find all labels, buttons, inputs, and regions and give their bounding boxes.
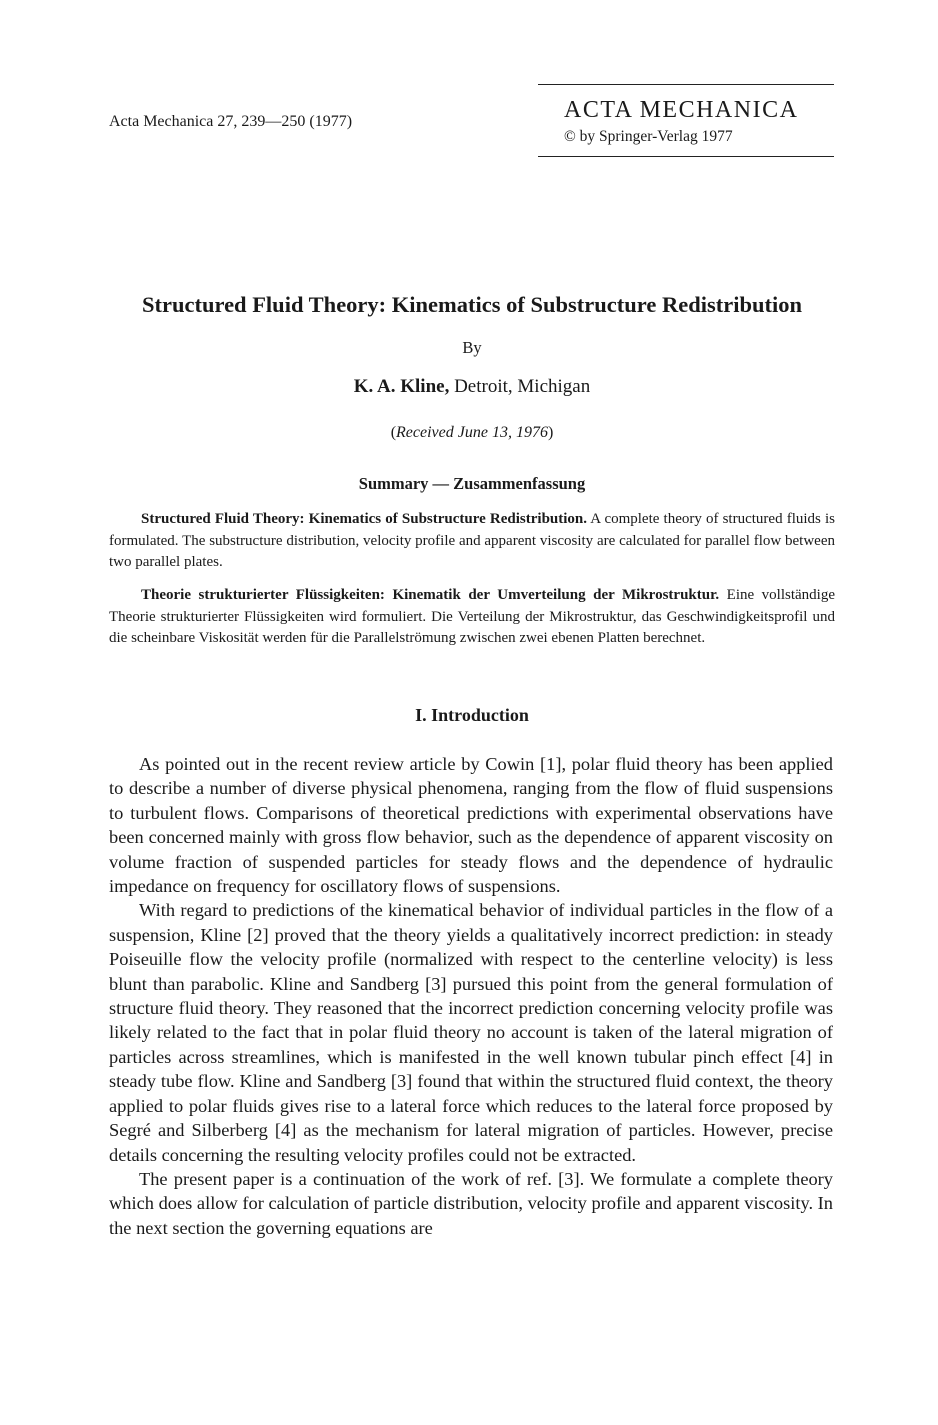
journal-box: [538, 84, 834, 157]
received-close-paren: ): [547, 424, 554, 441]
abstract-german-title: Theorie strukturierter Flüssigkeiten: Kinematik der Umverteilung der Mikrostruktur.: [141, 587, 720, 603]
body-paragraph: As pointed out in the recent review article by Cowin [1], polar fluid theory has been applied to describe a number of diverse physical phenomena, ranging from the flow of fluid suspensions to turbulent flows. Comparisons of theoretical predictions with experimental observations have been concerned mainly with gross flow behavior, such as the dependence of apparent viscosity on volume fraction of suspended particles for steady flows and the dependence of hydraulic impedance on frequency for oscillatory flows of suspensions.: [109, 754, 833, 897]
abstract-english: [109, 509, 835, 574]
summary-heading: Summary — Zusammenfassung: [358, 474, 586, 493]
body-paragraph: With regard to predictions of the kinematical behavior of individual particles in the flow of a suspension, Kline [2] proved that the theory yields a qualitatively incorrect prediction: in steady Poiseuille flow the velocity profile (normalized with respect to the centerline velocity) is less blunt than parabolic. Kline and Sandberg [3] pursued this point from the general formulation of structure fluid theory. They reasoned that the incorrect prediction concerning velocity profile was likely related to the fact that in polar fluid theory no account is taken of the lateral migration of particles across streamlines, which is manifested in the well known tubular pinch effect [4] in steady tube flow. Kline and Sandberg [3] found that within the structured fluid context, the theory applied to polar fluids gives rise to a lateral force which reduces to the lateral force proposed by Segré and Silberberg [4] as the mechanism for lateral migration of particles. However, precise details concerning the resulting velocity profiles could not be extracted.: [109, 900, 833, 1165]
journal-copyright: © by Springer-Verlag 1977: [564, 128, 733, 145]
author-affiliation: Detroit, Michigan: [449, 376, 591, 397]
introduction-heading: I. Introduction: [415, 705, 529, 725]
author-line: [109, 376, 835, 398]
author-name: K. A. Kline,: [353, 376, 450, 397]
abstract-german: [109, 585, 835, 650]
received-text: Received June 13, 1976: [396, 424, 548, 441]
introduction-body: [109, 752, 833, 1240]
received-open-paren: (: [390, 424, 397, 441]
abstract-german-text: Eine vollständige Theorie strukturierter Flüssigkeiten wird formuliert. Die Verteilung der Mikrostruktur, das Geschwindigkeitsprofil und die scheinbare Viskosität werden für die Parallelströmung zwischen zwei ebenen Platten berechnet.: [109, 587, 836, 646]
abstract-english-title: Structured Fluid Theory: Kinematics of Substructure Redistribution.: [141, 511, 588, 527]
by-line: By: [462, 338, 482, 357]
article-title: Structured Fluid Theory: Kinematics of Substructure Redistribution: [141, 292, 803, 317]
received-date: [109, 424, 835, 442]
citation: Acta Mechanica 27, 239—250 (1977): [109, 113, 353, 130]
journal-name: ACTA MECHANICA: [564, 97, 799, 123]
body-paragraph: The present paper is a continuation of the work of ref. [3]. We formulate a complete theory which does allow for calculation of particle distribution, velocity profile and apparent viscosity. In the next section the governing equations are: [109, 1168, 833, 1238]
abstract-english-text: A complete theory of structured fluids is formulated. The substructure distribution, velocity profile and apparent viscosity are calculated for parallel flow between two parallel plates.: [109, 511, 835, 570]
